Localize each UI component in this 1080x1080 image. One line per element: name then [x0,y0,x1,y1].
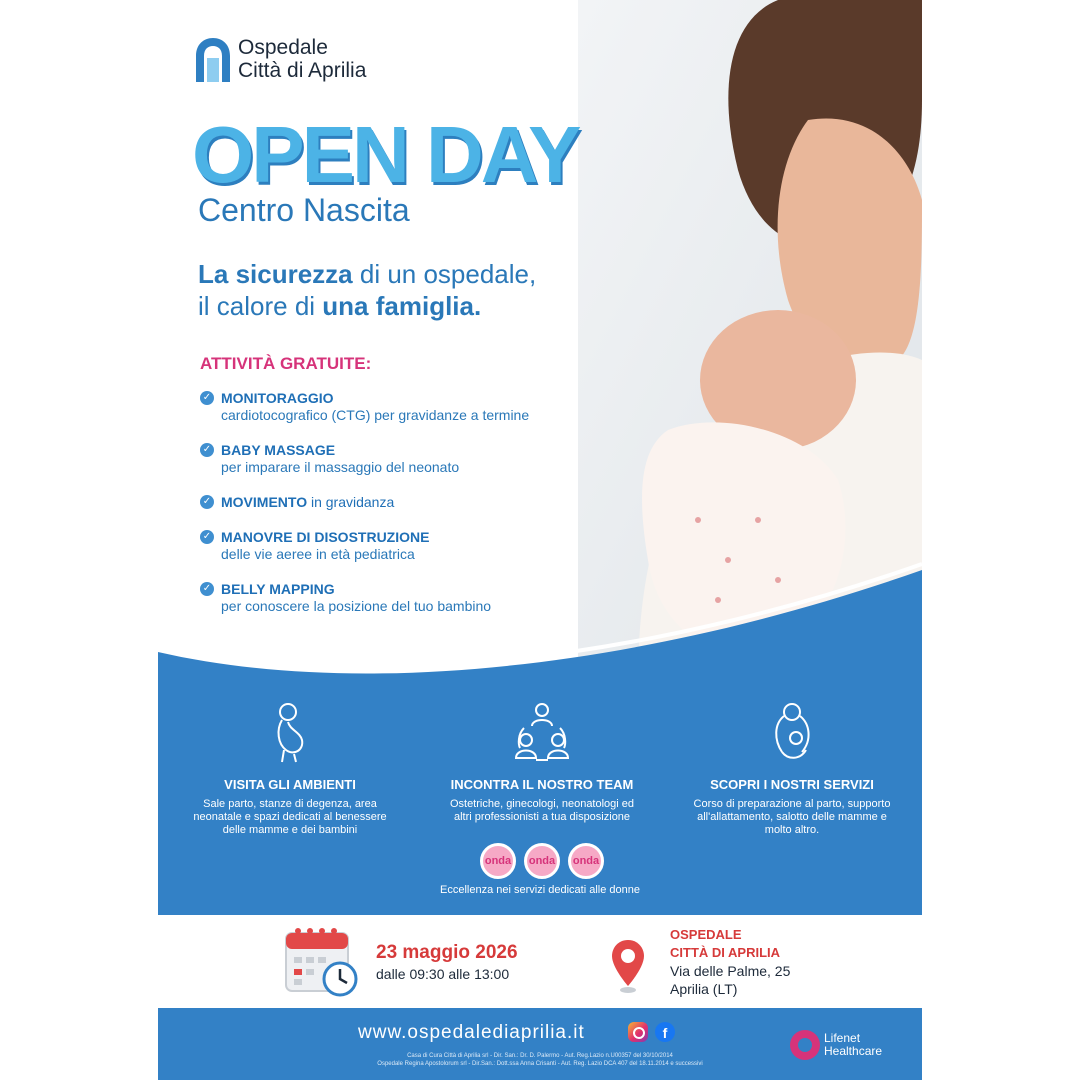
location-address-2: Aprilia (LT) [670,981,738,997]
team-icon [512,700,572,764]
hospital-logo[interactable] [194,36,366,82]
activity-title-rest: in gravidanza [307,494,395,510]
activity-title: MOVIMENTO [221,494,308,510]
facebook-icon[interactable]: f [655,1022,675,1042]
tagline-bold-1: La sicurezza [198,259,353,289]
activity-item [200,529,620,563]
tagline-text-2: il calore di [198,291,323,321]
feature-text: Ostetriche, ginecologi, neonatologi ed altri professionisti a tua disposizione [449,798,635,823]
location-name [670,926,780,962]
check-icon: ✓ [200,391,214,405]
activity-desc: delle vie aeree in età pediatrica [221,546,415,562]
onda-badge [568,843,604,879]
activity-desc: cardiotocografico (CTG) per gravidanze a termine [221,407,530,423]
onda-badge [480,843,516,879]
features [158,700,922,840]
pregnant-woman-icon [260,700,320,764]
footer [158,1008,922,1080]
instagram-icon[interactable] [628,1022,648,1042]
feature-title: VISITA GLI AMBIENTI [224,777,356,792]
activity-desc: per conoscere la posizione del tuo bambino [221,598,492,614]
lifenet-logo-icon [790,1030,820,1060]
location-name-1: OSPEDALE [670,927,742,942]
activity-desc: per imparare il massaggio del neonato [221,459,460,475]
event-time: dalle 09:30 alle 13:00 [376,966,510,982]
feature-title: INCONTRA IL NOSTRO TEAM [450,777,634,792]
badge-label: onda [572,855,600,867]
hospital-name [238,36,366,82]
tagline-text-1: di un ospedale, [352,259,537,289]
tagline-bold-2: una famiglia. [322,291,482,321]
location-address-1: Via delle Palme, 25 [670,963,791,979]
location-name-2: CITTÀ DI APRILIA [670,945,781,960]
feature-text: Sale parto, stanze di degenza, area neonatale e spazi dedicati al benessere delle mamme e dei bambini [193,798,387,836]
tagline [198,258,536,322]
page-title: OPEN DAY [192,110,579,199]
activity-title: MANOVRE DI DISOSTRUZIONE [221,529,430,545]
check-icon: ✓ [200,582,214,596]
check-icon: ✓ [200,530,214,544]
hospital-logo-icon [194,36,232,82]
legal-line-2: Ospedale Regina Apostolorum srl - Dir.San.: Dott.ssa Anna Crisanti - Aut. Reg. Lazio DCA 407 del 18.11.2014 e successivi [377,1061,703,1067]
poster [158,0,922,1080]
badge-label: onda [528,855,556,867]
feature-title: SCOPRI I NOSTRI SERVIZI [710,777,874,792]
activity-title: BELLY MAPPING [221,581,335,597]
activities-heading: ATTIVITÀ GRATUITE: [200,354,372,373]
event-date: 23 maggio 2026 [376,942,518,963]
check-icon: ✓ [200,495,214,509]
feature-text: Corso di preparazione al parto, supporto all'allattamento, salotto delle mamme e molto altro. [693,798,891,836]
page-subtitle: Centro Nascita [198,192,410,228]
location-pin-icon [610,938,646,994]
badges-caption: Eccellenza nei servizi dedicati alle donne [440,884,640,896]
legal-line-1: Casa di Cura Città di Aprilia srl - Dir. San.: Dr. D. Palermo - Aut. Reg.Lazio n.U00357 del 30/10/2014 [407,1053,673,1059]
activity-item [200,442,620,476]
lifenet-logo [790,1030,882,1060]
website-link[interactable]: www.ospedalediaprilia.it [358,1022,585,1043]
activity-item [200,494,620,511]
activity-title: MONITORAGGIO [221,390,334,406]
lifenet-name-2: Healthcare [824,1044,883,1058]
onda-badges [480,843,604,879]
location-address [670,962,790,998]
feature-team [442,700,642,824]
calendar-clock-icon [284,925,360,997]
lifenet-name-1: Lifenet [824,1031,861,1045]
check-icon: ✓ [200,443,214,457]
logo-line-2: Città di Aprilia [238,59,367,82]
badge-label: onda [484,855,512,867]
activity-title: BABY MASSAGE [221,442,336,458]
feature-services [692,700,892,837]
logo-line-1: Ospedale [238,36,328,59]
feature-visit [190,700,390,837]
breastfeeding-icon [762,700,822,764]
activity-item [200,390,620,424]
onda-badge [524,843,560,879]
